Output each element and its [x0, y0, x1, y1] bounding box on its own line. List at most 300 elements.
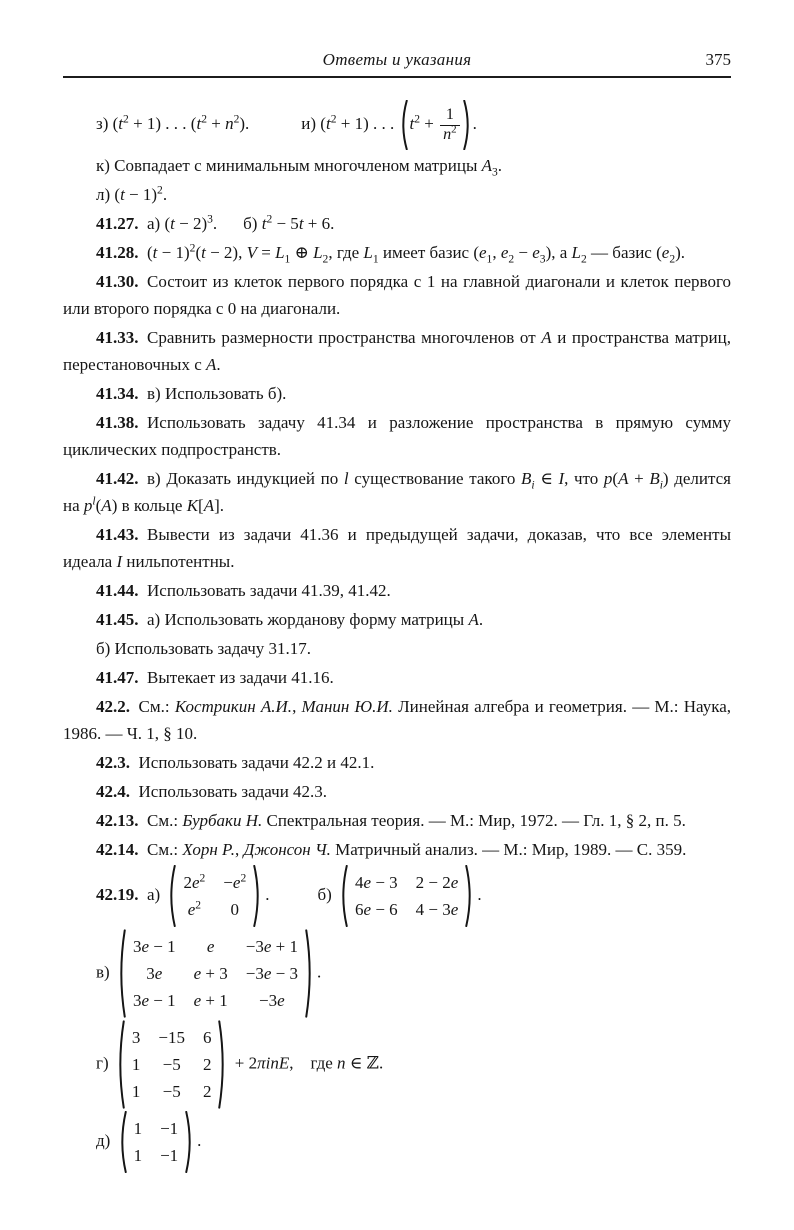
text-run: n: [443, 125, 452, 143]
text-run: t: [201, 243, 206, 262]
text-run: .: [477, 884, 482, 904]
text-run: − 6: [371, 900, 398, 919]
text-run: −1: [160, 1146, 179, 1165]
text-run: Хорн Р.: [182, 840, 235, 859]
text-run: + 1: [201, 991, 228, 1010]
matrix-cell: [183, 869, 205, 896]
text-run: −15: [158, 1028, 185, 1047]
matrix: [118, 1111, 195, 1173]
paren-right-icon: [185, 1111, 194, 1173]
text-run: 2: [322, 252, 329, 266]
matrix-cell: [246, 960, 298, 987]
text-run: 2: [508, 252, 515, 266]
text-run: − 1): [124, 185, 158, 204]
text-run: 6: [355, 900, 364, 919]
matrix-cell: [203, 1051, 212, 1078]
text-run: Бурбаки Н.: [182, 811, 263, 830]
page-body: [63, 100, 731, 1173]
text-run: L: [363, 243, 373, 262]
text-run: 41.43.: [96, 525, 139, 544]
text-run: + 1) . . .: [336, 113, 399, 133]
text-run: имеет базис (: [378, 243, 479, 262]
text-run: (: [95, 496, 102, 515]
text-run: 1: [133, 1119, 143, 1138]
matrix-cell: [194, 960, 228, 987]
text-run: Кострикин А.И.: [174, 697, 293, 716]
matrix-cell: [163, 1051, 181, 1078]
text-run: A: [468, 610, 479, 629]
text-run: L: [275, 243, 285, 262]
text-run: e: [450, 873, 459, 892]
text-run: б): [243, 214, 262, 233]
text-run: — базис (: [586, 243, 662, 262]
matrix-grid: [126, 931, 305, 1016]
matrix: [117, 929, 314, 1018]
text-run: A: [481, 156, 493, 175]
text-run: 3: [492, 165, 498, 179]
text-run: 2: [233, 112, 240, 126]
text-run: существование такого: [348, 469, 521, 488]
answer-42-3: [63, 749, 731, 776]
text-run: − 2),: [205, 243, 247, 262]
text-run: e: [193, 991, 202, 1010]
text-run: e: [363, 873, 372, 892]
matrix-cell: [246, 933, 298, 960]
text-run: 42.13.: [96, 811, 139, 830]
text-run: t: [170, 214, 175, 233]
text-run: г): [96, 1053, 113, 1073]
text-run: б): [317, 884, 337, 904]
text-run: e: [263, 937, 272, 956]
text-run: Использовать задачу 41.34 и разложение пространства в прямую сумму циклических подпространств.: [63, 413, 731, 459]
text-run: ,: [235, 840, 244, 859]
matrix-cell: [207, 933, 215, 960]
text-run: 2: [195, 898, 202, 912]
answer-42-14: [63, 836, 731, 863]
text-run: .: [197, 1130, 202, 1150]
text-run: 41.38.: [96, 413, 139, 432]
text-run: Матричный анализ. — М.: Мир, 1989. — С. 359.: [330, 840, 687, 859]
running-head-title: Ответы и указания: [322, 50, 472, 69]
text-run: A: [541, 328, 552, 347]
paren-right-icon: [463, 100, 472, 150]
text-run: 42.3.: [96, 753, 130, 772]
text-run: A: [206, 355, 217, 374]
matrix-grid: [127, 1113, 186, 1171]
text-run: −5: [162, 1082, 181, 1101]
text-run: См.:: [138, 840, 183, 859]
text-run: e: [191, 873, 200, 892]
text-run: Использовать задачи 41.39, 41.42.: [138, 581, 391, 600]
text-run: −1: [160, 1119, 179, 1138]
matrix-cell: [355, 896, 398, 923]
text-run: ].: [214, 496, 225, 515]
paren-left-icon: [399, 100, 408, 150]
text-run: 6: [202, 1028, 212, 1047]
text-run: , где: [289, 1053, 338, 1073]
text-run: См.:: [138, 811, 183, 830]
answer-41-38: [63, 409, 731, 463]
text-run: e: [141, 991, 149, 1010]
matrix-cell: [146, 960, 162, 987]
text-run: 1: [486, 252, 493, 266]
text-run: 2: [202, 1055, 212, 1074]
matrix-cell: [134, 1142, 143, 1169]
text-run: Линейная алгебра и геометрия. — М.: Наука, 1986. — Ч. 1, § 10.: [63, 697, 731, 743]
paren-right-icon: [305, 929, 314, 1018]
text-run: B: [521, 469, 532, 488]
answer-42-13: [63, 807, 731, 834]
text-run: а): [138, 884, 165, 904]
matrix-cell: [223, 869, 246, 896]
text-run: в): [96, 962, 114, 982]
text-run: 41.44.: [96, 581, 139, 600]
text-run: L: [571, 243, 582, 262]
text-run: .: [162, 185, 168, 204]
text-run: .: [316, 962, 322, 982]
text-run: 42.14.: [96, 840, 139, 859]
answer-42-19-v: [63, 929, 731, 1018]
text-run: I: [116, 552, 123, 571]
text-run: − 2): [174, 214, 208, 233]
paren-right-icon: [218, 1020, 227, 1109]
matrix: [167, 865, 262, 927]
text-run: См.:: [130, 697, 175, 716]
matrix-cell: [134, 1115, 143, 1142]
text-run: +: [420, 113, 439, 133]
matrix-cell: [160, 1142, 178, 1169]
answer-41-26-z-i: [63, 100, 731, 150]
paren-left-icon: [118, 1111, 127, 1173]
text-run: i: [531, 478, 535, 492]
text-run: 41.27.: [96, 214, 139, 233]
text-run: t: [118, 113, 124, 133]
text-run: .: [472, 113, 477, 133]
text-run: ) делится на: [63, 469, 731, 515]
text-run: −3: [259, 991, 278, 1010]
text-run: −3: [245, 937, 264, 956]
matrix-grid: [125, 1022, 219, 1107]
matrix-cell: [160, 1115, 178, 1142]
fraction-numerator: [443, 106, 457, 125]
text-run: + 3: [201, 964, 228, 983]
text-run: 2: [189, 241, 196, 255]
matrix-cell: [132, 1051, 141, 1078]
text-run: p: [603, 469, 613, 488]
text-run: к) Совпадает с минимальным многочленом матрицы: [96, 156, 482, 175]
answer-42-4: [63, 778, 731, 805]
text-run: 41.28.: [96, 243, 139, 262]
matrix-cell: [355, 869, 398, 896]
text-run: 2: [581, 252, 587, 266]
fraction: [440, 106, 460, 144]
text-run: − 1: [149, 937, 176, 956]
text-run: 41.34.: [96, 384, 139, 403]
answer-41-27: [63, 210, 731, 237]
text-run: 3: [131, 1028, 141, 1047]
fraction-denominator: [440, 125, 460, 145]
text-run: e: [263, 964, 272, 983]
text-run: 2: [414, 112, 420, 126]
text-run: V: [246, 243, 257, 262]
answer-42-19-g: [63, 1020, 731, 1109]
text-run: 2: [201, 112, 207, 126]
text-run: t: [196, 113, 202, 133]
text-run: −3: [245, 964, 264, 983]
text-run: Вывести из задачи 41.36 и предыдущей задачи, доказав, что все элементы идеала: [63, 525, 731, 571]
text-run: Вытекает из задачи 41.16.: [138, 668, 334, 687]
text-run: πinE: [257, 1053, 290, 1073]
matrix-cell: [163, 1078, 181, 1105]
answer-42-2: [63, 693, 731, 747]
text-run: д): [96, 1130, 115, 1150]
text-run: .: [265, 884, 270, 904]
text-run: 42.19.: [96, 884, 139, 904]
text-run: e: [187, 900, 196, 919]
text-run: + 2: [230, 1053, 258, 1073]
text-run: 41.42.: [96, 469, 139, 488]
text-run: e: [500, 243, 509, 262]
text-run: 41.47.: [96, 668, 139, 687]
matrix: [339, 865, 474, 927]
text-run: (: [195, 243, 202, 262]
answer-41-43: [63, 521, 731, 575]
text-run: t: [152, 243, 158, 262]
text-run: l: [92, 494, 96, 508]
matrix-grid: [176, 867, 253, 925]
text-run: 1: [284, 252, 291, 266]
matrix-cell: [132, 1024, 141, 1051]
spacer: [269, 899, 317, 900]
text-run: A: [101, 496, 112, 515]
text-run: 3: [207, 212, 213, 226]
text-run: e: [277, 991, 285, 1010]
matrix-cell: [203, 1024, 212, 1051]
text-run: 2: [330, 112, 337, 126]
text-run: t: [409, 113, 415, 133]
text-run: e: [479, 243, 487, 262]
answer-41-45-a: [63, 606, 731, 633]
text-run: A: [203, 496, 215, 515]
text-run: e: [661, 243, 670, 262]
text-run: − 5: [272, 214, 299, 233]
text-run: e: [450, 900, 459, 919]
text-run: ), а: [545, 243, 572, 262]
answer-41-45-b: [63, 635, 731, 662]
paren-left-icon: [117, 929, 126, 1018]
text-run: e: [532, 243, 540, 262]
text-run: L: [313, 243, 323, 262]
answer-41-42: [63, 465, 731, 519]
text-run: 2: [183, 873, 192, 892]
matrix-cell: [133, 933, 176, 960]
paren-left-icon: [167, 865, 176, 927]
answer-41-44: [63, 577, 731, 604]
text-run: p: [83, 496, 93, 515]
text-run: 41.45.: [96, 610, 139, 629]
text-run: −5: [162, 1055, 181, 1074]
text-run: t: [325, 113, 331, 133]
text-run: (: [138, 243, 153, 262]
text-run: 42.2.: [96, 697, 130, 716]
text-run: ∈ ℤ.: [345, 1053, 384, 1073]
text-run: .: [478, 610, 484, 629]
text-run: .: [216, 355, 221, 374]
text-run: − 3: [371, 873, 398, 892]
text-run: n: [337, 1053, 346, 1073]
text-run: B: [649, 469, 660, 488]
text-run: 3: [146, 964, 155, 983]
text-run: t: [261, 214, 267, 233]
text-run: .: [497, 156, 503, 175]
text-run: 3: [132, 937, 142, 956]
text-run: 3: [539, 252, 546, 266]
text-run: ⊕: [290, 243, 314, 262]
answer-41-26-l: [63, 181, 731, 208]
text-run: Джонсон Ч.: [243, 840, 331, 859]
text-run: Использовать задачи 42.2 и 42.1.: [130, 753, 375, 772]
text-run: .: [212, 214, 218, 233]
text-run: e: [206, 937, 215, 956]
spacer: [249, 128, 301, 129]
text-run: =: [256, 243, 276, 262]
text-run: а) (: [138, 214, 171, 233]
text-run: б) Использовать задачу 31.17.: [96, 639, 312, 658]
text-run: −: [223, 873, 233, 892]
matrix-cell: [203, 1078, 212, 1105]
text-run: , где: [328, 243, 364, 262]
paren-right-icon: [465, 865, 474, 927]
answer-41-33: [63, 324, 731, 378]
matrix-cell: [133, 987, 176, 1014]
matrix-cell: [132, 1078, 141, 1105]
text-run: (: [612, 469, 619, 488]
answer-41-47: [63, 664, 731, 691]
text-run: A: [618, 469, 629, 488]
text-run: −: [514, 243, 533, 262]
answer-41-26-k: [63, 152, 731, 179]
text-run: + 6.: [303, 214, 335, 233]
text-run: 2: [202, 1082, 212, 1101]
paren-left-icon: [116, 1020, 125, 1109]
answer-41-28: [63, 239, 731, 266]
spacer: [217, 228, 243, 229]
text-run: 2: [199, 871, 206, 885]
text-run: l: [343, 469, 349, 488]
text-run: и) (: [301, 113, 326, 133]
text-run: 2: [157, 183, 163, 197]
text-run: Использовать задачи 42.3.: [130, 782, 328, 801]
page-number: 375: [705, 50, 731, 69]
running-head: [63, 50, 731, 78]
text-run: 0: [230, 900, 239, 919]
text-run: 41.33.: [96, 328, 139, 347]
text-run: − 1): [157, 243, 190, 262]
text-run: 3: [132, 991, 142, 1010]
text-run: ,: [292, 697, 302, 716]
text-run: 41.30.: [96, 272, 139, 291]
text-run: 42.4.: [96, 782, 130, 801]
text-run: 2 − 2: [415, 873, 451, 892]
text-run: л) (: [96, 185, 121, 204]
text-run: − 3: [271, 964, 298, 983]
matrix-cell: [231, 896, 240, 923]
matrix-cell: [416, 896, 459, 923]
matrix-cell: [194, 987, 228, 1014]
text-run: i: [659, 478, 663, 492]
answer-42-19-a-b: [63, 865, 731, 927]
text-run: 4 − 3: [415, 900, 451, 919]
matrix-cell: [158, 1024, 185, 1051]
text-run: ,: [492, 243, 501, 262]
text-run: [: [198, 496, 204, 515]
text-run: 2: [266, 212, 273, 226]
text-run: ).: [239, 113, 250, 133]
text-run: e: [363, 900, 372, 919]
text-run: I: [558, 469, 565, 488]
text-run: 1: [445, 105, 454, 123]
text-run: + 1) . . . (: [128, 113, 197, 133]
text-run: e: [141, 937, 149, 956]
text-run: 1: [131, 1055, 141, 1074]
paren-left-icon: [339, 865, 348, 927]
answer-42-19-d: [63, 1111, 731, 1173]
text-run: e: [232, 873, 241, 892]
matrix: [116, 1020, 228, 1109]
text-run: e: [193, 964, 202, 983]
matrix-grid: [348, 867, 465, 925]
text-run: t: [298, 214, 304, 233]
text-run: ) в кольце: [111, 496, 187, 515]
text-run: − 1: [149, 991, 176, 1010]
text-run: Манин Ю.И.: [301, 697, 393, 716]
text-run: Спектральная теория. — М.: Мир, 1972. — Гл. 1, § 2, п. 5.: [262, 811, 686, 830]
text-run: ∈: [534, 469, 559, 488]
answer-41-34: [63, 380, 731, 407]
text-run: а) Использовать жорданову форму матрицы: [138, 610, 469, 629]
text-run: 1: [372, 252, 379, 266]
text-run: , что: [564, 469, 604, 488]
text-run: в) Доказать индукцией по: [138, 469, 344, 488]
text-run: з) (: [96, 113, 119, 133]
text-run: и пространства матриц, перестановочных с: [63, 328, 731, 374]
text-run: n: [225, 113, 234, 133]
paren-right-icon: [253, 865, 262, 927]
matrix-cell: [416, 869, 459, 896]
text-run: 1: [133, 1146, 143, 1165]
answer-41-30: [63, 268, 731, 322]
text-run: 2: [669, 252, 676, 266]
text-run: ).: [675, 243, 686, 262]
matrix-cell: [259, 987, 285, 1014]
text-run: +: [628, 469, 650, 488]
text-run: в) Использовать б).: [138, 384, 287, 403]
text-run: e: [154, 964, 163, 983]
text-run: Сравнить размерности пространства многочленов от: [138, 328, 542, 347]
matrix-cell: [188, 896, 201, 923]
text-run: 1: [131, 1082, 141, 1101]
text-run: K: [186, 496, 199, 515]
text-run: Состоит из клеток первого порядка с 1 на главной диагонали и клеток первого или второго порядка с 0 на диагонали.: [63, 272, 731, 318]
text-run: 2: [240, 871, 247, 885]
text-run: 2: [123, 112, 129, 126]
text-run: + 1: [271, 937, 298, 956]
text-run: +: [207, 113, 226, 133]
text-run: t: [120, 185, 125, 204]
text-run: нильпотентны.: [122, 552, 235, 571]
text-run: 4: [355, 873, 364, 892]
text-run: 2: [451, 123, 457, 136]
